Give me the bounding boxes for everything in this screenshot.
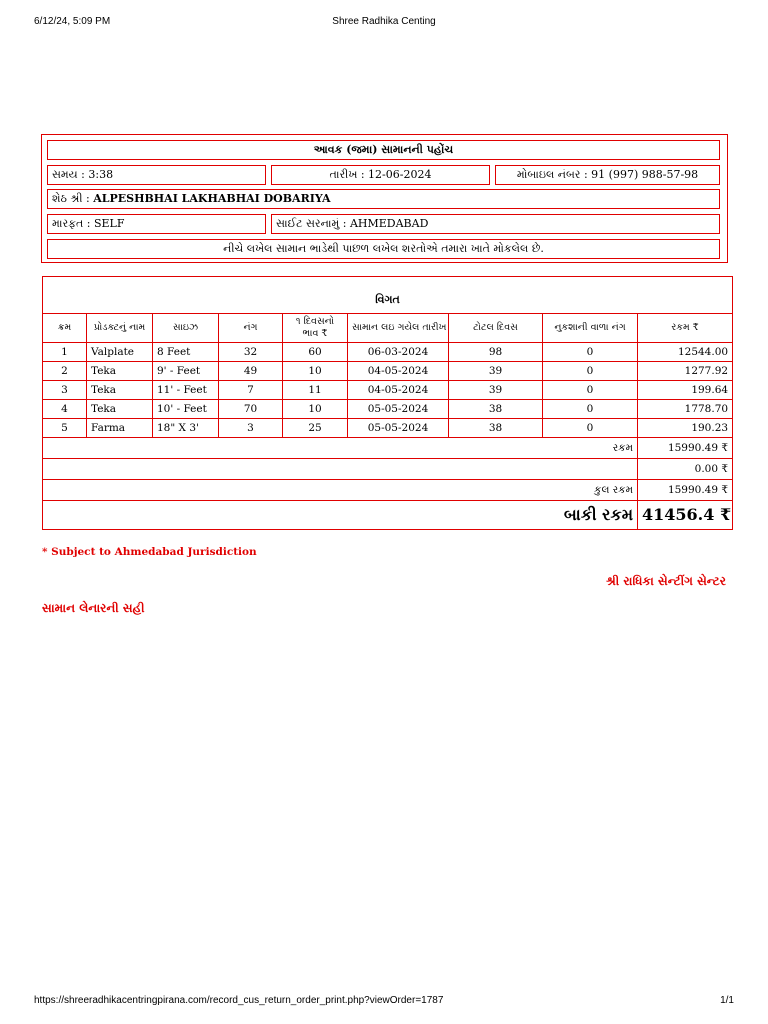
print-page-title: Shree Radhika Centing bbox=[332, 16, 436, 27]
total-days: 39 bbox=[449, 381, 543, 400]
balance-label: બાકી રકમ bbox=[43, 501, 638, 530]
damaged-qty: 0 bbox=[543, 343, 638, 362]
table-row bbox=[43, 362, 733, 381]
site-address-field: સાઈટ સરનામું : AHMEDABAD bbox=[271, 214, 720, 234]
taken-date: 05-05-2024 bbox=[348, 419, 449, 438]
daily-rate: 25 bbox=[283, 419, 348, 438]
amount-row bbox=[43, 438, 733, 459]
column-header: સાઇઝ bbox=[153, 314, 219, 343]
row-amount: 1277.92 bbox=[638, 362, 733, 381]
items-table bbox=[42, 276, 733, 530]
taken-date: 04-05-2024 bbox=[348, 362, 449, 381]
row-amount: 1778.70 bbox=[638, 400, 733, 419]
total-days: 38 bbox=[449, 419, 543, 438]
customer-field bbox=[47, 189, 720, 209]
total-label: કુલ રકમ bbox=[43, 480, 638, 501]
quantity: 7 bbox=[219, 381, 283, 400]
daily-rate: 11 bbox=[283, 381, 348, 400]
product-name: Valplate bbox=[87, 343, 153, 362]
total-days: 98 bbox=[449, 343, 543, 362]
receiver-signature-label: સામાન લેનારની સહી bbox=[42, 601, 145, 615]
table-row bbox=[43, 381, 733, 400]
total-value: 15990.49 ₹ bbox=[638, 480, 733, 501]
quantity: 3 bbox=[219, 419, 283, 438]
product-name: Teka bbox=[87, 400, 153, 419]
column-header: સામાન લઇ ગયેલ તારીખ bbox=[348, 314, 449, 343]
total-days: 39 bbox=[449, 362, 543, 381]
print-datetime: 6/12/24, 5:09 PM bbox=[34, 16, 111, 27]
amount-value: 15990.49 ₹ bbox=[638, 438, 733, 459]
quantity: 70 bbox=[219, 400, 283, 419]
size: 10' - Feet bbox=[153, 400, 219, 419]
print-footer bbox=[0, 995, 768, 1009]
table-row bbox=[43, 400, 733, 419]
receipt-title: આવક (જમા) સામાનની પહોંચ bbox=[47, 140, 720, 160]
column-header: રકમ ₹ bbox=[638, 314, 733, 343]
total-row bbox=[43, 480, 733, 501]
column-header: પ્રોડક્ટનું નામ bbox=[87, 314, 153, 343]
shop-name: શ્રી રાધિકા સેન્ટીંગ સેન્ટર bbox=[605, 574, 726, 588]
balance-row bbox=[43, 501, 733, 530]
row-number: 4 bbox=[43, 400, 87, 419]
column-header: ૧ દિવસનો ભાવ ₹ bbox=[283, 314, 348, 343]
date-field: તારીખ : 12-06-2024 bbox=[271, 165, 490, 185]
mobile-field: મોબાઇલ નંબર : 91 (997) 988-57-98 bbox=[495, 165, 720, 185]
jurisdiction-note: * Subject to Ahmedabad Jurisdiction bbox=[42, 546, 257, 558]
print-page-count: 1/1 bbox=[720, 995, 734, 1006]
time-field: સમય : 3:38 bbox=[47, 165, 266, 185]
daily-rate: 10 bbox=[283, 362, 348, 381]
table-row bbox=[43, 419, 733, 438]
column-header: ટોટલ દિવસ bbox=[449, 314, 543, 343]
row-amount: 12544.00 bbox=[638, 343, 733, 362]
table-row bbox=[43, 343, 733, 362]
damaged-qty: 0 bbox=[543, 400, 638, 419]
quantity: 32 bbox=[219, 343, 283, 362]
product-name: Teka bbox=[87, 362, 153, 381]
section-title: વિગત bbox=[43, 277, 733, 314]
amount-label: રકમ bbox=[43, 438, 638, 459]
via-field: મારફત : SELF bbox=[47, 214, 266, 234]
taken-date: 06-03-2024 bbox=[348, 343, 449, 362]
damaged-qty: 0 bbox=[543, 419, 638, 438]
total-days: 38 bbox=[449, 400, 543, 419]
column-header: નુકશાની વાળા નંગ bbox=[543, 314, 638, 343]
quantity: 49 bbox=[219, 362, 283, 381]
table-header-row bbox=[43, 314, 733, 343]
daily-rate: 10 bbox=[283, 400, 348, 419]
extra-value: 0.00 ₹ bbox=[638, 459, 733, 480]
column-header: નંગ bbox=[219, 314, 283, 343]
daily-rate: 60 bbox=[283, 343, 348, 362]
row-amount: 199.64 bbox=[638, 381, 733, 400]
size: 11' - Feet bbox=[153, 381, 219, 400]
damaged-qty: 0 bbox=[543, 381, 638, 400]
taken-date: 04-05-2024 bbox=[348, 381, 449, 400]
column-header: ક્રમ bbox=[43, 314, 87, 343]
row-amount: 190.23 bbox=[638, 419, 733, 438]
row-number: 2 bbox=[43, 362, 87, 381]
row-number: 5 bbox=[43, 419, 87, 438]
balance-value: 41456.4 ₹ bbox=[638, 501, 733, 530]
taken-date: 05-05-2024 bbox=[348, 400, 449, 419]
extra-row bbox=[43, 459, 733, 480]
row-number: 3 bbox=[43, 381, 87, 400]
print-header bbox=[0, 16, 768, 30]
customer-name: ALPESHBHAI LAKHABHAI DOBARIYA bbox=[93, 192, 331, 205]
print-url[interactable]: https://shreeradhikacentringpirana.com/record_cus_return_order_print.php?viewOrder=1787 bbox=[34, 995, 444, 1006]
size: 18" X 3' bbox=[153, 419, 219, 438]
product-name: Farma bbox=[87, 419, 153, 438]
damaged-qty: 0 bbox=[543, 362, 638, 381]
extra-label bbox=[43, 459, 638, 480]
note-field: નીચે લખેલ સામાન ભાડેથી પાછળ લખેલ શરતોએ તમારા ખાતે મોકલેલ છે. bbox=[47, 239, 720, 259]
product-name: Teka bbox=[87, 381, 153, 400]
size: 9' - Feet bbox=[153, 362, 219, 381]
customer-label: શેઠ શ્રી : bbox=[52, 192, 94, 205]
size: 8 Feet bbox=[153, 343, 219, 362]
row-number: 1 bbox=[43, 343, 87, 362]
